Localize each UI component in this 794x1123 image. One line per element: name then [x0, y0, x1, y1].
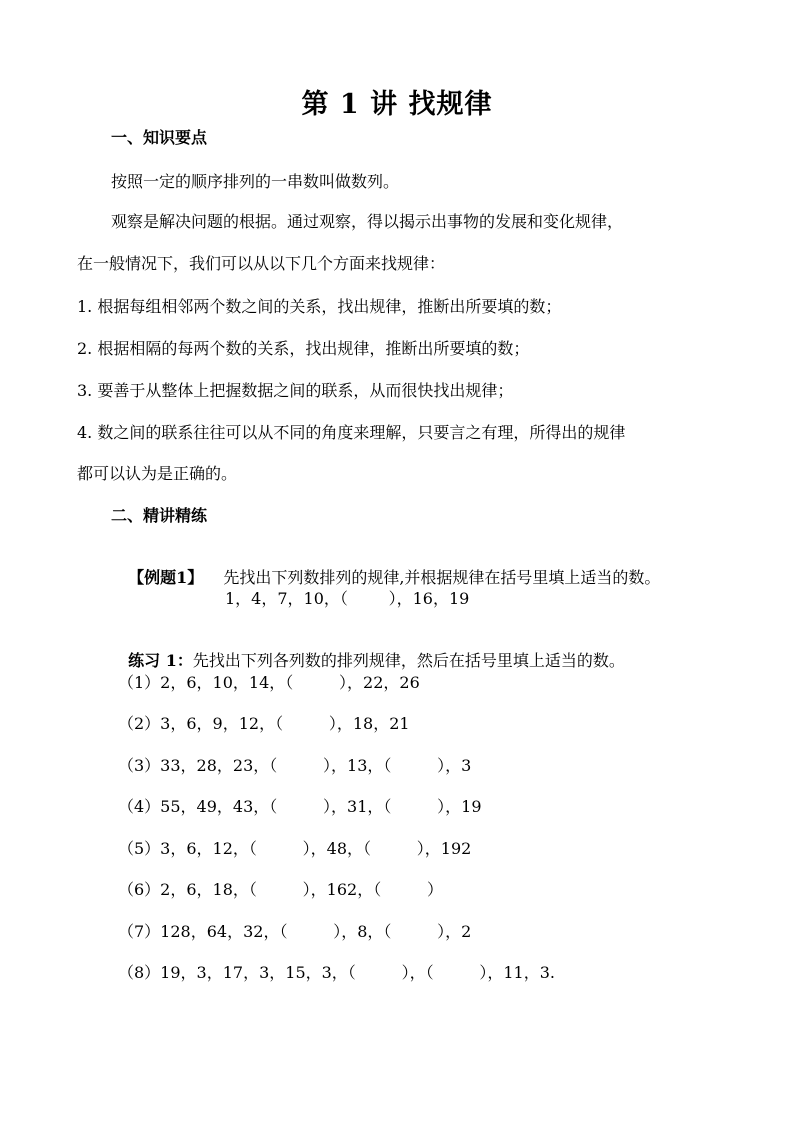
practice-text: 先找出下列各列数的排列规律，然后在括号里填上适当的数。 — [192, 651, 625, 670]
practice-row — [118, 631, 625, 671]
problem-row: （4）55，49，43，（ ），31，（ ），19 — [118, 797, 482, 816]
list-item: 4. 数之间的联系往往可以从不同的角度来理解，只要言之有理，所得出的规律 — [77, 423, 626, 442]
section-heading-knowledge: 一、知识要点 — [111, 128, 208, 147]
list-item: 1. 根据每组相邻两个数之间的关系，找出规律，推断出所要填的数； — [77, 297, 562, 316]
problem-row: （6）2，6，18，（ ），162，（ ） — [118, 880, 443, 899]
example-sequence: 1，4，7，10，（ ），16，19 — [225, 589, 470, 608]
problem-row: （5）3，6，12，（ ），48，（ ），192 — [118, 839, 472, 858]
problem-row: （3）33，28，23，（ ），13，（ ），3 — [118, 756, 472, 775]
example-label: 【例题1】 — [128, 568, 204, 587]
example-row — [118, 548, 660, 588]
problem-row: （8）19，3，17，3，15，3，（ ），（ ），11，3. — [118, 963, 555, 982]
problem-row: （1）2，6，10，14，（ ），22，26 — [118, 673, 420, 692]
example-text: 先找出下列数排列的规律,并根据规律在括号里填上适当的数。 — [223, 568, 661, 587]
paragraph-observation-line2: 在一般情况下，我们可以从以下几个方面来找规律： — [77, 254, 446, 273]
paragraph-observation-line1: 观察是解决问题的根据。通过观察，得以揭示出事物的发展和变化规律， — [111, 212, 624, 231]
paragraph-definition: 按照一定的顺序排列的一串数叫做数列。 — [111, 172, 400, 191]
list-item: 2. 根据相隔的每两个数的关系，找出规律，推断出所要填的数； — [77, 339, 530, 358]
page-title: 第 1 讲 找规律 — [301, 89, 493, 120]
problem-row: （7）128，64，32，（ ），8，（ ），2 — [118, 922, 472, 941]
section-heading-practice: 二、精讲精练 — [111, 506, 208, 525]
list-item-continuation: 都可以认为是正确的。 — [77, 464, 238, 483]
problem-row: （2）3，6，9，12，（ ），18，21 — [118, 714, 410, 733]
practice-label: 练习 1： — [128, 651, 193, 670]
list-item: 3. 要善于从整体上把握数据之间的联系，从而很快找出规律； — [77, 381, 514, 400]
